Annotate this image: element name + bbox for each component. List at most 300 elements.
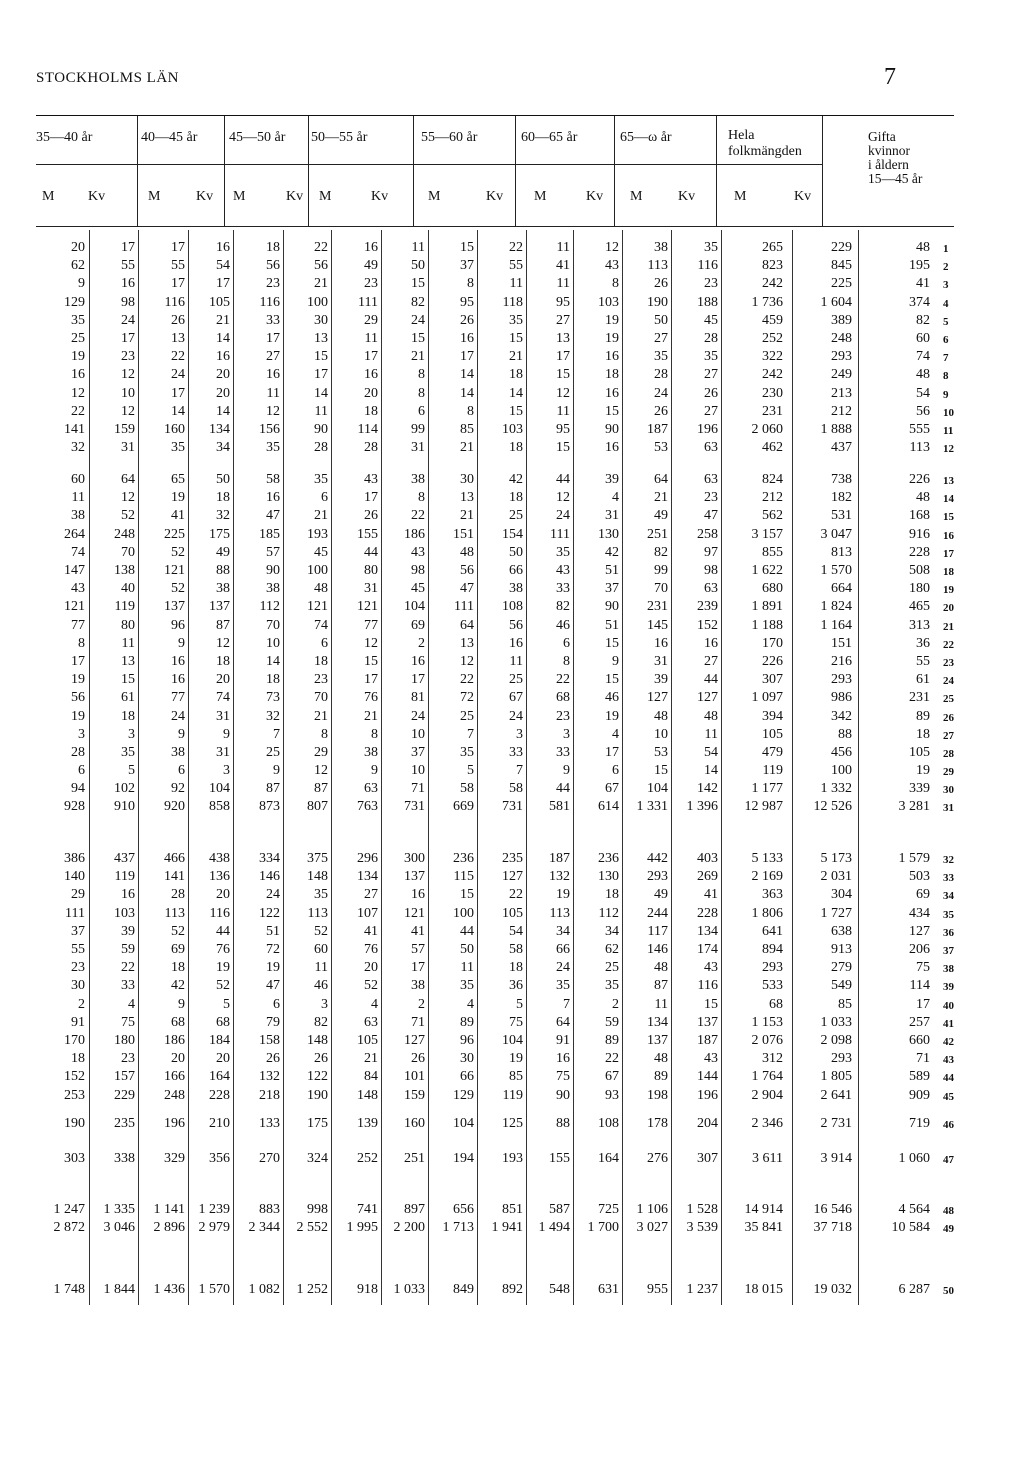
- table-cell: 228: [909, 544, 930, 560]
- table-cell: 3 027: [636, 1220, 668, 1236]
- table-cell: 248: [164, 1087, 185, 1103]
- table-cell: 18: [605, 887, 619, 903]
- table-cell: 1 713: [442, 1220, 474, 1236]
- table-cell: 132: [259, 1069, 280, 1085]
- table-cell: 986: [831, 690, 852, 706]
- table-cell: 37: [460, 258, 474, 274]
- table-cell: 66: [460, 1069, 474, 1085]
- table-cell: 719: [909, 1116, 930, 1131]
- table-cell: 117: [647, 923, 668, 939]
- table-cell: 252: [762, 331, 783, 346]
- table-cell: 56: [509, 617, 523, 633]
- table-cell: 8: [467, 403, 474, 419]
- table-row: [0, 1201, 1024, 1219]
- table-cell: 63: [704, 472, 718, 487]
- table-cell: 307: [762, 672, 783, 688]
- table-cell: 58: [509, 781, 523, 797]
- table-cell: 1 332: [820, 781, 852, 797]
- table-row: [0, 239, 1024, 257]
- table-cell: 18: [509, 440, 523, 456]
- table-cell: 137: [647, 1033, 668, 1048]
- table-cell: 15: [704, 996, 718, 1012]
- table-cell: 5: [516, 996, 523, 1012]
- table-row: [0, 941, 1024, 959]
- table-cell: 25: [509, 672, 523, 688]
- table-cell: 14: [216, 403, 230, 419]
- table-cell: 91: [71, 1014, 85, 1030]
- table-cell: 13: [314, 331, 328, 346]
- table-cell: 71: [411, 781, 425, 797]
- table-cell: 293: [831, 1051, 852, 1067]
- table-cell: 18: [314, 654, 328, 669]
- table-cell: 300: [404, 851, 425, 866]
- table-cell: 548: [549, 1282, 570, 1297]
- table-cell: 51: [266, 923, 280, 939]
- table-cell: 1 700: [587, 1220, 619, 1236]
- table-cell: 20: [216, 887, 230, 903]
- table-row: [0, 439, 1024, 457]
- table-cell: 85: [509, 1069, 523, 1085]
- row-number: 44: [943, 1072, 954, 1085]
- table-cell: 5: [223, 996, 230, 1012]
- table-cell: 121: [164, 563, 185, 578]
- table-cell: 119: [762, 763, 783, 779]
- table-cell: 1 033: [393, 1282, 425, 1297]
- table-cell: 51: [605, 617, 619, 633]
- table-cell: 909: [909, 1087, 930, 1103]
- column-rule: [622, 230, 623, 1305]
- table-cell: 3 157: [751, 526, 783, 542]
- table-cell: 17: [916, 996, 930, 1012]
- table-cell: 12: [460, 654, 474, 669]
- table-cell: 133: [259, 1116, 280, 1131]
- table-cell: 175: [209, 526, 230, 542]
- table-cell: 293: [831, 349, 852, 365]
- table-cell: 18: [266, 672, 280, 688]
- row-number: 7: [943, 352, 949, 365]
- table-cell: 235: [114, 1116, 135, 1131]
- table-row: [0, 1032, 1024, 1050]
- row-number: 8: [943, 370, 949, 383]
- table-cell: 27: [556, 312, 570, 328]
- table-cell: 251: [647, 526, 668, 542]
- table-row: [0, 1087, 1024, 1105]
- table-cell: 39: [605, 472, 619, 487]
- table-cell: 10: [654, 726, 668, 742]
- table-cell: 97: [704, 544, 718, 560]
- table-cell: 3 539: [686, 1220, 718, 1236]
- table-cell: 55: [916, 654, 930, 669]
- table-cell: 883: [259, 1202, 280, 1217]
- table-cell: 1 106: [636, 1202, 668, 1217]
- table-cell: 6: [273, 996, 280, 1012]
- table-cell: 614: [598, 799, 619, 814]
- table-cell: 660: [909, 1033, 930, 1048]
- table-cell: 134: [209, 422, 230, 437]
- column-rule: [381, 230, 382, 1305]
- row-number: 39: [943, 981, 954, 994]
- table-cell: 45: [314, 544, 328, 560]
- table-cell: 293: [762, 960, 783, 976]
- table-cell: 11: [654, 996, 668, 1012]
- table-cell: 216: [831, 654, 852, 669]
- table-cell: 119: [502, 1087, 523, 1103]
- table-cell: 90: [266, 563, 280, 578]
- column-group-heading: 65—ω år: [620, 130, 672, 145]
- sub-heading-kv: Kv: [371, 189, 389, 204]
- table-cell: 29: [71, 887, 85, 903]
- table-cell: 17: [411, 960, 425, 976]
- table-cell: 1 247: [53, 1202, 85, 1217]
- table-cell: 11: [364, 331, 378, 346]
- table-cell: 91: [556, 1033, 570, 1048]
- table-cell: 244: [647, 905, 668, 921]
- table-cell: 48: [916, 367, 930, 383]
- table-cell: 77: [364, 617, 378, 633]
- table-cell: 813: [831, 544, 852, 560]
- table-cell: 18: [916, 726, 930, 742]
- row-number: 33: [943, 872, 954, 885]
- table-cell: 52: [314, 923, 328, 939]
- table-cell: 43: [71, 581, 85, 597]
- table-cell: 61: [121, 690, 135, 706]
- table-cell: 15: [556, 367, 570, 383]
- table-cell: 16: [216, 349, 230, 365]
- row-number: 1: [943, 243, 949, 255]
- column-rule: [331, 230, 332, 1305]
- table-cell: 313: [909, 617, 930, 633]
- table-cell: 12: [266, 403, 280, 419]
- table-cell: 3: [321, 996, 328, 1012]
- table-cell: 276: [647, 1151, 668, 1166]
- table-cell: 35: [654, 349, 668, 365]
- table-cell: 184: [209, 1033, 230, 1048]
- table-cell: 226: [762, 654, 783, 669]
- table-cell: 186: [404, 526, 425, 542]
- table-cell: 17: [121, 240, 135, 255]
- table-cell: 95: [556, 294, 570, 310]
- table-cell: 35: [704, 349, 718, 365]
- table-cell: 68: [216, 1014, 230, 1030]
- table-cell: 104: [209, 781, 230, 797]
- table-cell: 19: [916, 763, 930, 779]
- table-cell: 229: [114, 1087, 135, 1103]
- table-cell: 64: [121, 472, 135, 487]
- table-cell: 147: [64, 563, 85, 578]
- table-cell: 156: [259, 422, 280, 437]
- table-cell: 1 252: [296, 1282, 328, 1297]
- table-cell: 9: [178, 726, 185, 742]
- table-cell: 1 806: [751, 905, 783, 921]
- column-group-heading: 50—55 år: [311, 130, 368, 145]
- table-cell: 101: [404, 1069, 425, 1085]
- table-cell: 456: [831, 745, 852, 760]
- table-cell: 225: [164, 526, 185, 542]
- table-cell: 2 060: [751, 422, 783, 437]
- table-cell: 56: [71, 690, 85, 706]
- table-cell: 187: [647, 422, 668, 437]
- table-cell: 855: [762, 544, 783, 560]
- table-cell: 28: [314, 440, 328, 456]
- row-number: 30: [943, 784, 954, 797]
- table-cell: 13: [460, 635, 474, 651]
- row-number: 13: [943, 475, 954, 487]
- table-cell: 48: [654, 708, 668, 724]
- table-cell: 35: [314, 472, 328, 487]
- row-number: 18: [943, 566, 954, 578]
- table-cell: 43: [556, 563, 570, 578]
- table-cell: 7: [516, 763, 523, 779]
- table-cell: 11: [556, 276, 570, 292]
- table-cell: 35: [314, 887, 328, 903]
- table-cell: 12: [121, 367, 135, 383]
- table-cell: 160: [404, 1116, 425, 1131]
- table-cell: 21: [314, 508, 328, 524]
- table-cell: 76: [364, 942, 378, 957]
- table-cell: 2 200: [393, 1220, 425, 1236]
- table-cell: 47: [266, 978, 280, 994]
- table-cell: 206: [909, 942, 930, 957]
- table-cell: 119: [114, 869, 135, 885]
- table-cell: 10: [266, 635, 280, 651]
- table-cell: 374: [909, 294, 930, 310]
- table-cell: 27: [654, 331, 668, 346]
- table-cell: 46: [556, 617, 570, 633]
- table-cell: 32: [216, 508, 230, 524]
- table-cell: 680: [762, 581, 783, 597]
- table-row: [0, 257, 1024, 275]
- table-cell: 19: [216, 960, 230, 976]
- table-cell: 242: [762, 367, 783, 383]
- table-cell: 25: [460, 708, 474, 724]
- table-cell: 190: [307, 1087, 328, 1103]
- table-row: [0, 635, 1024, 653]
- table-cell: 152: [64, 1069, 85, 1085]
- table-cell: 121: [64, 599, 85, 615]
- table-cell: 72: [460, 690, 474, 706]
- table-cell: 239: [697, 599, 718, 615]
- table-row: [0, 977, 1024, 995]
- table-cell: 65: [171, 472, 185, 487]
- column-group-heading: 45—50 år: [229, 130, 286, 145]
- table-row: [0, 544, 1024, 562]
- table-row: [0, 617, 1024, 635]
- row-number: 12: [943, 443, 954, 456]
- table-cell: 43: [704, 960, 718, 976]
- column-rule: [671, 230, 672, 1305]
- table-row: [0, 671, 1024, 689]
- table-cell: 41: [364, 923, 378, 939]
- table-row: [0, 1281, 1024, 1299]
- table-cell: 442: [647, 851, 668, 866]
- table-cell: 4: [371, 996, 378, 1012]
- table-cell: 15: [411, 276, 425, 292]
- table-cell: 90: [605, 422, 619, 437]
- table-cell: 95: [460, 294, 474, 310]
- table-cell: 38: [171, 745, 185, 760]
- table-cell: 18: [605, 367, 619, 383]
- table-cell: 87: [654, 978, 668, 994]
- table-cell: 41: [704, 887, 718, 903]
- table-cell: 159: [404, 1087, 425, 1103]
- table-cell: 334: [259, 851, 280, 866]
- sub-heading-m: M: [534, 189, 547, 204]
- table-cell: 34: [556, 923, 570, 939]
- table-cell: 82: [654, 544, 668, 560]
- table-cell: 116: [697, 978, 718, 994]
- row-number: 46: [943, 1119, 954, 1131]
- table-cell: 137: [164, 599, 185, 615]
- table-cell: 134: [697, 923, 718, 939]
- table-cell: 265: [762, 240, 783, 255]
- table-cell: 152: [697, 617, 718, 633]
- table-cell: 8: [78, 635, 85, 651]
- table-cell: 4: [128, 996, 135, 1012]
- table-cell: 18: [216, 654, 230, 669]
- table-cell: 231: [647, 599, 668, 615]
- table-cell: 70: [314, 690, 328, 706]
- row-number: 48: [943, 1205, 954, 1217]
- table-cell: 5: [467, 763, 474, 779]
- table-cell: 807: [307, 799, 328, 814]
- table-cell: 16: [411, 887, 425, 903]
- table-cell: 137: [209, 599, 230, 615]
- table-cell: 52: [364, 978, 378, 994]
- table-cell: 75: [509, 1014, 523, 1030]
- table-cell: 2 641: [820, 1087, 852, 1103]
- table-cell: 63: [364, 781, 378, 797]
- table-cell: 151: [453, 526, 474, 542]
- table-cell: 70: [266, 617, 280, 633]
- table-cell: 258: [697, 526, 718, 542]
- table-cell: 25: [509, 508, 523, 524]
- table-cell: 60: [916, 331, 930, 346]
- table-cell: 74: [216, 690, 230, 706]
- table-cell: 73: [266, 690, 280, 706]
- table-cell: 11: [71, 490, 85, 506]
- table-cell: 127: [909, 923, 930, 939]
- table-cell: 50: [509, 544, 523, 560]
- table-cell: 3 611: [752, 1151, 783, 1166]
- table-cell: 16: [364, 367, 378, 383]
- table-cell: 113: [549, 905, 570, 921]
- table-cell: 293: [647, 869, 668, 885]
- table-cell: 508: [909, 563, 930, 578]
- table-cell: 111: [454, 599, 474, 615]
- table-cell: 84: [364, 1069, 378, 1085]
- table-cell: 2 731: [820, 1116, 852, 1131]
- table-cell: 12: [121, 490, 135, 506]
- table-cell: 16: [654, 635, 668, 651]
- table-cell: 23: [71, 960, 85, 976]
- column-rule: [792, 230, 793, 1305]
- table-cell: 55: [509, 258, 523, 274]
- column-rule: [233, 230, 234, 1305]
- table-cell: 33: [509, 745, 523, 760]
- table-cell: 70: [121, 544, 135, 560]
- table-cell: 17: [266, 331, 280, 346]
- table-cell: 44: [556, 781, 570, 797]
- table-cell: 6: [321, 635, 328, 651]
- table-cell: 531: [831, 508, 852, 524]
- table-cell: 49: [654, 508, 668, 524]
- table-cell: 35: [171, 440, 185, 456]
- table-cell: 64: [654, 472, 668, 487]
- table-cell: 52: [171, 923, 185, 939]
- table-cell: 24: [556, 508, 570, 524]
- table-cell: 296: [357, 851, 378, 866]
- row-number: 15: [943, 511, 954, 524]
- table-cell: 11: [411, 240, 425, 255]
- table-cell: 26: [704, 385, 718, 401]
- column-rule: [188, 230, 189, 1305]
- row-number: 49: [943, 1223, 954, 1236]
- row-number: 20: [943, 602, 954, 615]
- table-cell: 159: [114, 422, 135, 437]
- table-cell: 68: [769, 996, 783, 1012]
- table-cell: 549: [831, 978, 852, 994]
- column-rule: [89, 230, 90, 1305]
- table-cell: 24: [411, 708, 425, 724]
- table-cell: 17: [605, 745, 619, 760]
- table-cell: 16: [605, 385, 619, 401]
- table-cell: 31: [121, 440, 135, 456]
- table-cell: 99: [411, 422, 425, 437]
- table-cell: 16: [605, 440, 619, 456]
- table-cell: 22: [460, 672, 474, 688]
- table-cell: 2 344: [248, 1220, 280, 1236]
- table-cell: 15: [411, 331, 425, 346]
- table-row: [0, 1050, 1024, 1068]
- table-cell: 114: [357, 422, 378, 437]
- table-cell: 437: [831, 440, 852, 456]
- table-cell: 13: [556, 331, 570, 346]
- table-row: [0, 507, 1024, 525]
- table-cell: 64: [460, 617, 474, 633]
- table-cell: 42: [605, 544, 619, 560]
- column-rule: [428, 230, 429, 1305]
- table-cell: 30: [460, 1051, 474, 1067]
- row-number: 29: [943, 766, 954, 779]
- table-cell: 303: [64, 1151, 85, 1166]
- table-cell: 230: [762, 385, 783, 401]
- table-cell: 2 552: [296, 1220, 328, 1236]
- table-cell: 50: [460, 942, 474, 957]
- table-cell: 49: [216, 544, 230, 560]
- table-cell: 11: [704, 726, 718, 742]
- table-cell: 71: [411, 1014, 425, 1030]
- table-cell: 18 015: [744, 1282, 783, 1297]
- column-rule: [721, 230, 722, 1305]
- table-cell: 48: [916, 490, 930, 506]
- table-cell: 356: [209, 1151, 230, 1166]
- table-cell: 113: [647, 258, 668, 274]
- table-cell: 324: [307, 1151, 328, 1166]
- table-cell: 2 979: [198, 1220, 230, 1236]
- table-cell: 35: [509, 312, 523, 328]
- table-cell: 69: [171, 942, 185, 957]
- table-cell: 12 526: [813, 799, 852, 814]
- table-cell: 185: [259, 526, 280, 542]
- table-cell: 46: [605, 690, 619, 706]
- table-cell: 60: [71, 472, 85, 487]
- table-cell: 89: [916, 708, 930, 724]
- table-cell: 146: [259, 869, 280, 885]
- table-cell: 1 570: [198, 1282, 230, 1297]
- table-cell: 213: [831, 385, 852, 401]
- table-cell: 2 904: [751, 1087, 783, 1103]
- table-cell: 12: [556, 490, 570, 506]
